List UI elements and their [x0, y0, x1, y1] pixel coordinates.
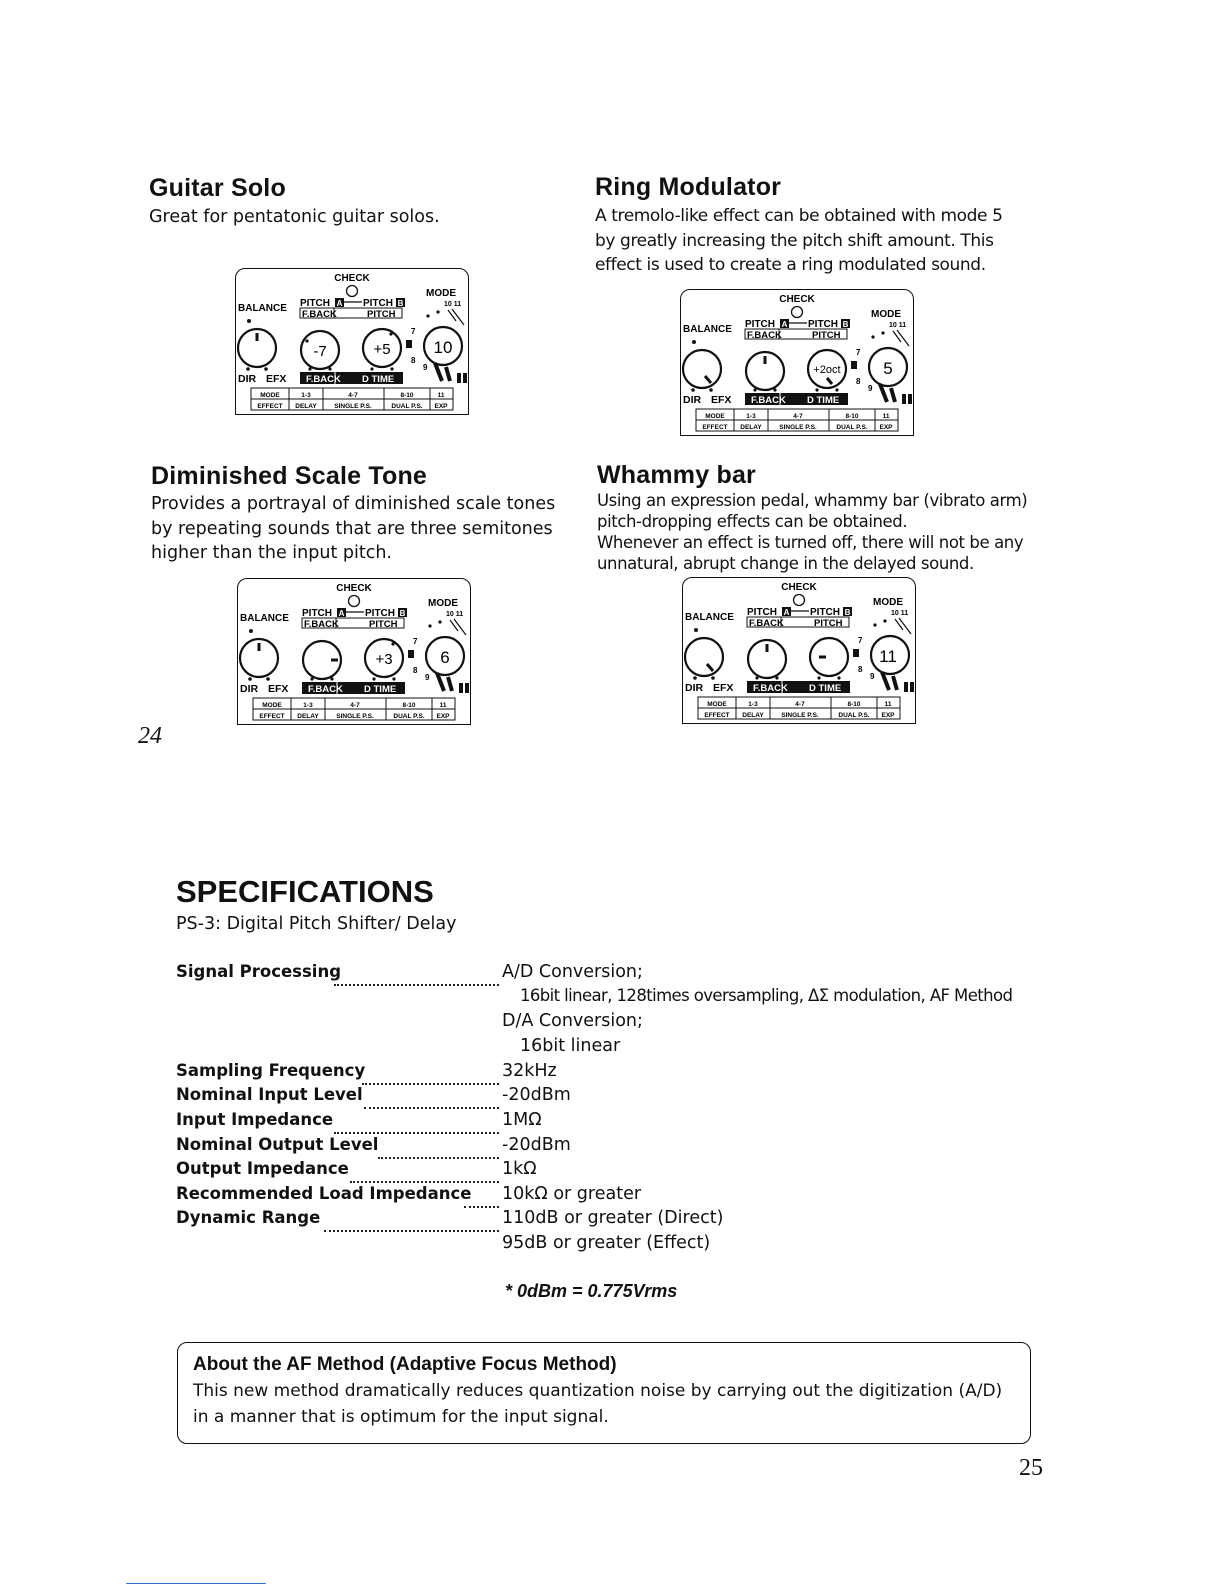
svg-text:F.BACK: F.BACK: [753, 683, 788, 694]
check-led: [794, 595, 805, 606]
check-label: CHECK: [334, 273, 370, 284]
svg-text:A: A: [336, 299, 343, 308]
whammy-bar-desc: Using an expression pedal, whammy bar (vibrato arm) pitch-dropping effects can be obtained. Whenever an effect is turned off, there will not be any unnatural, abrupt change in the delayed sound.: [597, 491, 1028, 573]
svg-text:EXP: EXP: [436, 713, 450, 720]
diminished-desc: Provides a portrayal of diminished scale tones by repeating sounds that are three semitones higher than the input pitch.: [151, 494, 556, 563]
signal-processing-detail-1: 16bit linear, 128times oversampling, ΔΣ modulation, AF Method: [520, 986, 1013, 1005]
svg-text:EXP: EXP: [881, 712, 895, 719]
svg-text:A: A: [781, 320, 788, 329]
svg-text:EFX: EFX: [266, 373, 287, 385]
svg-text:B: B: [397, 299, 404, 308]
svg-text:8: 8: [858, 665, 863, 674]
signal-processing-detail-2: D/A Conversion;: [502, 1011, 643, 1031]
svg-text:EFX: EFX: [711, 394, 732, 406]
svg-text:DUAL P.S.: DUAL P.S.: [838, 712, 870, 719]
svg-text:DELAY: DELAY: [742, 712, 764, 719]
specifications-title: SPECIFICATIONS: [176, 874, 434, 909]
spec-row-nominal-input-level: Nominal Input Level -20dBm: [176, 1085, 1076, 1110]
svg-text:DELAY: DELAY: [295, 403, 317, 410]
spec-row-sampling-frequency: Sampling Frequency 32kHz: [176, 1061, 1076, 1086]
svg-text:11: 11: [884, 701, 892, 708]
svg-text:B: B: [399, 609, 406, 618]
af-method-note-box: [177, 1342, 1031, 1444]
spec-row-output-impedance: Output Impedance 1kΩ: [176, 1159, 1076, 1184]
spec-row-input-impedance: Input Impedance 1MΩ: [176, 1110, 1076, 1135]
effect-panel-diagram: [683, 578, 915, 723]
check-label: CHECK: [336, 583, 372, 594]
guitar-solo-title: Guitar Solo: [149, 174, 286, 202]
mode-label: MODE: [426, 288, 456, 299]
svg-text:PITCH: PITCH: [814, 618, 843, 629]
svg-text:D TIME: D TIME: [807, 395, 840, 406]
pitch-knob-value: +5: [373, 341, 391, 358]
svg-text:F.BACK: F.BACK: [751, 395, 786, 406]
af-method-desc: This new method dramatically reduces quantization noise by carrying out the digitization (A/D) in a manner that is optimum for the input signal.: [193, 1381, 1003, 1427]
svg-text:9: 9: [868, 384, 873, 393]
specifications-subtitle: PS-3: Digital Pitch Shifter/ Delay: [176, 914, 457, 934]
svg-text:DELAY: DELAY: [740, 424, 762, 431]
svg-text:DIR: DIR: [238, 373, 257, 385]
mode-10-11-label: 10 11: [889, 322, 907, 329]
balance-label: BALANCE: [683, 324, 732, 335]
spec-row-nominal-output-level: Nominal Output Level -20dBm: [176, 1135, 1076, 1160]
svg-text:EXP: EXP: [879, 424, 893, 431]
signal-processing-detail-3: 16bit linear: [520, 1036, 621, 1056]
svg-text:MODE: MODE: [260, 392, 280, 399]
panel-guitar-solo: [235, 268, 469, 415]
svg-text:7: 7: [413, 637, 418, 646]
pitch-knob: [810, 638, 848, 676]
svg-text:8-10: 8-10: [847, 701, 861, 708]
spec-row-recommended-load-impedance: Recommended Load Impedance 10kΩ or greater: [176, 1184, 1076, 1209]
panel-diminished: [237, 578, 471, 725]
svg-text:7: 7: [858, 636, 863, 645]
svg-text:DIR: DIR: [685, 682, 704, 694]
svg-text:SINGLE P.S.: SINGLE P.S.: [781, 712, 819, 719]
svg-text:PITCH: PITCH: [369, 619, 398, 630]
svg-text:DIR: DIR: [683, 394, 702, 406]
svg-text:SINGLE P.S.: SINGLE P.S.: [334, 403, 372, 410]
effect-panel-diagram: [238, 579, 470, 724]
svg-text:PITCH: PITCH: [812, 330, 841, 341]
svg-text:DUAL P.S.: DUAL P.S.: [391, 403, 423, 410]
svg-text:11: 11: [439, 702, 447, 709]
mode-label: MODE: [873, 597, 903, 608]
svg-text:MODE: MODE: [707, 701, 727, 708]
panel-whammy-bar: [682, 577, 916, 724]
dbm-footnote: * 0dBm = 0.775Vrms: [505, 1281, 678, 1301]
mode-knob-value: 10: [433, 338, 453, 357]
svg-text:PITCH: PITCH: [367, 309, 396, 320]
svg-text:DUAL P.S.: DUAL P.S.: [836, 424, 868, 431]
pitch-b-label: PITCH: [808, 319, 838, 330]
pitch-a-label: PITCH: [300, 298, 330, 309]
svg-text:F.BACK: F.BACK: [306, 374, 341, 385]
ring-modulator-desc: A tremolo-like effect can be obtained with mode 5 by greatly increasing the pitch shift amount. This effect is used to create a ring modulated sound.: [595, 206, 1003, 275]
pitch-a-label: PITCH: [745, 319, 775, 330]
svg-text:EFX: EFX: [713, 682, 734, 694]
svg-text:DIR: DIR: [240, 683, 259, 695]
svg-text:DUAL P.S.: DUAL P.S.: [393, 713, 425, 720]
svg-text:4-7: 4-7: [350, 702, 360, 709]
svg-text:B: B: [844, 608, 851, 617]
svg-text:8-10: 8-10: [845, 413, 859, 420]
svg-text:EFFECT: EFFECT: [704, 712, 730, 719]
pitch-knob-value: +3: [375, 651, 393, 668]
svg-text:F.BACK: F.BACK: [749, 618, 784, 629]
mode-10-11-label: 10 11: [891, 610, 909, 617]
svg-text:7: 7: [856, 348, 861, 357]
svg-text:1-3: 1-3: [748, 701, 758, 708]
svg-text:8: 8: [856, 377, 861, 386]
balance-label: BALANCE: [240, 613, 289, 624]
svg-text:EXP: EXP: [434, 403, 448, 410]
svg-text:D TIME: D TIME: [809, 683, 842, 694]
balance-label: BALANCE: [238, 303, 287, 314]
svg-text:A: A: [338, 609, 345, 618]
svg-text:1-3: 1-3: [301, 392, 311, 399]
pitch-b-label: PITCH: [363, 298, 393, 309]
guitar-solo-desc: Great for pentatonic guitar solos.: [149, 207, 440, 227]
svg-text:EFX: EFX: [268, 683, 289, 695]
check-led: [792, 307, 803, 318]
svg-text:9: 9: [425, 673, 430, 682]
dynamic-range-effect: 95dB or greater (Effect): [502, 1233, 711, 1253]
whammy-bar-title: Whammy bar: [597, 461, 756, 489]
af-method-title: About the AF Method (Adaptive Focus Method): [193, 1354, 617, 1375]
svg-text:9: 9: [423, 363, 428, 372]
svg-text:B: B: [842, 320, 849, 329]
svg-text:8: 8: [413, 666, 418, 675]
svg-text:7: 7: [411, 327, 416, 336]
mode-knob-value: 11: [879, 647, 897, 666]
svg-text:D TIME: D TIME: [362, 374, 395, 385]
balance-knob: [685, 638, 723, 676]
panel-ring-modulator: [680, 289, 914, 436]
svg-text:SINGLE P.S.: SINGLE P.S.: [336, 713, 374, 720]
svg-text:EFFECT: EFFECT: [259, 713, 285, 720]
mode-label: MODE: [428, 598, 458, 609]
svg-text:1-3: 1-3: [746, 413, 756, 420]
svg-text:MODE: MODE: [705, 413, 725, 420]
check-led: [349, 596, 360, 607]
svg-text:F.BACK: F.BACK: [302, 309, 337, 320]
svg-text:8-10: 8-10: [402, 702, 416, 709]
svg-text:4-7: 4-7: [348, 392, 358, 399]
svg-text:8: 8: [411, 356, 416, 365]
svg-text:1-3: 1-3: [303, 702, 313, 709]
svg-text:D TIME: D TIME: [364, 684, 397, 695]
svg-text:F.BACK: F.BACK: [304, 619, 339, 630]
svg-text:8-10: 8-10: [400, 392, 414, 399]
spec-row-signal-processing: Signal Processing A/D Conversion;: [176, 962, 1076, 987]
svg-text:4-7: 4-7: [793, 413, 803, 420]
svg-text:SINGLE P.S.: SINGLE P.S.: [779, 424, 817, 431]
effect-panel-diagram: [681, 290, 913, 435]
svg-text:EFFECT: EFFECT: [257, 403, 283, 410]
check-led: [347, 286, 358, 297]
diminished-title: Diminished Scale Tone: [151, 462, 428, 490]
mode-10-11-label: 10 11: [444, 301, 462, 308]
svg-text:F.BACK: F.BACK: [747, 330, 782, 341]
svg-text:9: 9: [870, 672, 875, 681]
balance-knob: [683, 350, 721, 388]
svg-text:11: 11: [437, 392, 445, 399]
pitch-a-label: PITCH: [302, 608, 332, 619]
ring-modulator-title: Ring Modulator: [595, 173, 782, 201]
mode-label: MODE: [871, 309, 901, 320]
svg-text:4-7: 4-7: [795, 701, 805, 708]
pitch-b-label: PITCH: [810, 607, 840, 618]
effect-panel-diagram: [236, 269, 468, 414]
balance-label: BALANCE: [685, 612, 734, 623]
f-back-knob-value: -7: [313, 343, 327, 360]
pitch-knob-value: +2oct: [813, 364, 841, 376]
check-label: CHECK: [781, 582, 817, 593]
mode-knob-value: 5: [883, 359, 893, 378]
svg-text:MODE: MODE: [262, 702, 282, 709]
page-number-right: 25: [1019, 1455, 1043, 1481]
check-label: CHECK: [779, 294, 815, 305]
pitch-a-label: PITCH: [747, 607, 777, 618]
svg-text:F.BACK: F.BACK: [308, 684, 343, 695]
mode-knob-value: 6: [440, 648, 450, 667]
spec-row-dynamic-range: Dynamic Range 110dB or greater (Direct): [176, 1208, 1076, 1233]
mode-10-11-label: 10 11: [446, 611, 464, 618]
svg-text:A: A: [783, 608, 790, 617]
pitch-b-label: PITCH: [365, 608, 395, 619]
page-number-left: 24: [138, 723, 162, 749]
svg-text:DELAY: DELAY: [297, 713, 319, 720]
svg-text:11: 11: [882, 413, 890, 420]
svg-text:EFFECT: EFFECT: [702, 424, 728, 431]
